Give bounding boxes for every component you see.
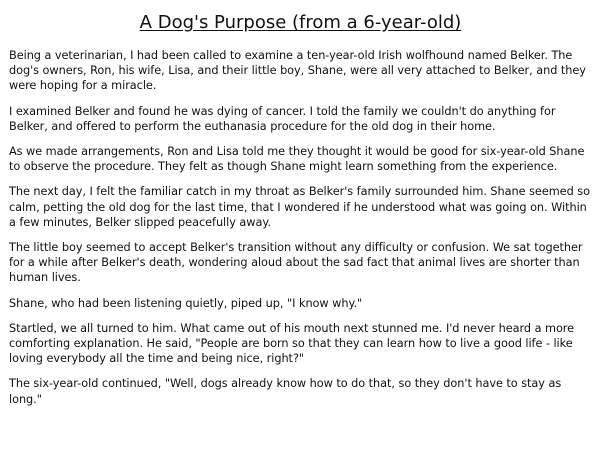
- document-title: A Dog's Purpose (from a 6-year-old): [139, 12, 462, 33]
- paragraph-7: Startled, we all turned to him. What came out of his mouth next stunned me. I'd never heard a more comforting explanation. He said, "People are born so that they can learn how to live a good life - like loving everybody all the time and being nice, right?": [9, 321, 575, 366]
- paragraph-4: The next day, I felt the familiar catch in my throat as Belker's family surrounded him. Shane seemed so calm, petting the old dog for the last time, that I wondered if he understood what was going on. Within a few minutes, Belker slipped peacefully away.: [9, 185, 590, 229]
- paragraph-3: As we made arrangements, Ron and Lisa told me they thought it would be good for six-year-old Shane to observe the procedure. They felt as though Shane might learn something from the experience.: [9, 145, 585, 174]
- paragraph-2: I examined Belker and found he was dying of cancer. I told the family we couldn't do anything for Belker, and offered to perform the euthanasia procedure for the old dog in their home.: [9, 104, 556, 133]
- paragraph-6: Shane, who had been listening quietly, piped up, "I know why.": [9, 296, 363, 310]
- paragraph-1: Being a veterinarian, I had been called to examine a ten-year-old Irish wolfhound named Belker. The dog's owners, Ron, his wife, Lisa, and their little boy, Shane, were all very attached to Belker, and they were hoping for a miracle.: [9, 49, 586, 93]
- paragraph-5: The little boy seemed to accept Belker's transition without any difficulty or confusion. We sat together for a while after Belker's death, wondering aloud about the sad fact that animal lives are shorter than human lives.: [9, 241, 583, 285]
- document-body: [9, 48, 592, 407]
- paragraph-8: The six-year-old continued, "Well, dogs already know how to do that, so they don't have to stay as long.": [9, 377, 562, 406]
